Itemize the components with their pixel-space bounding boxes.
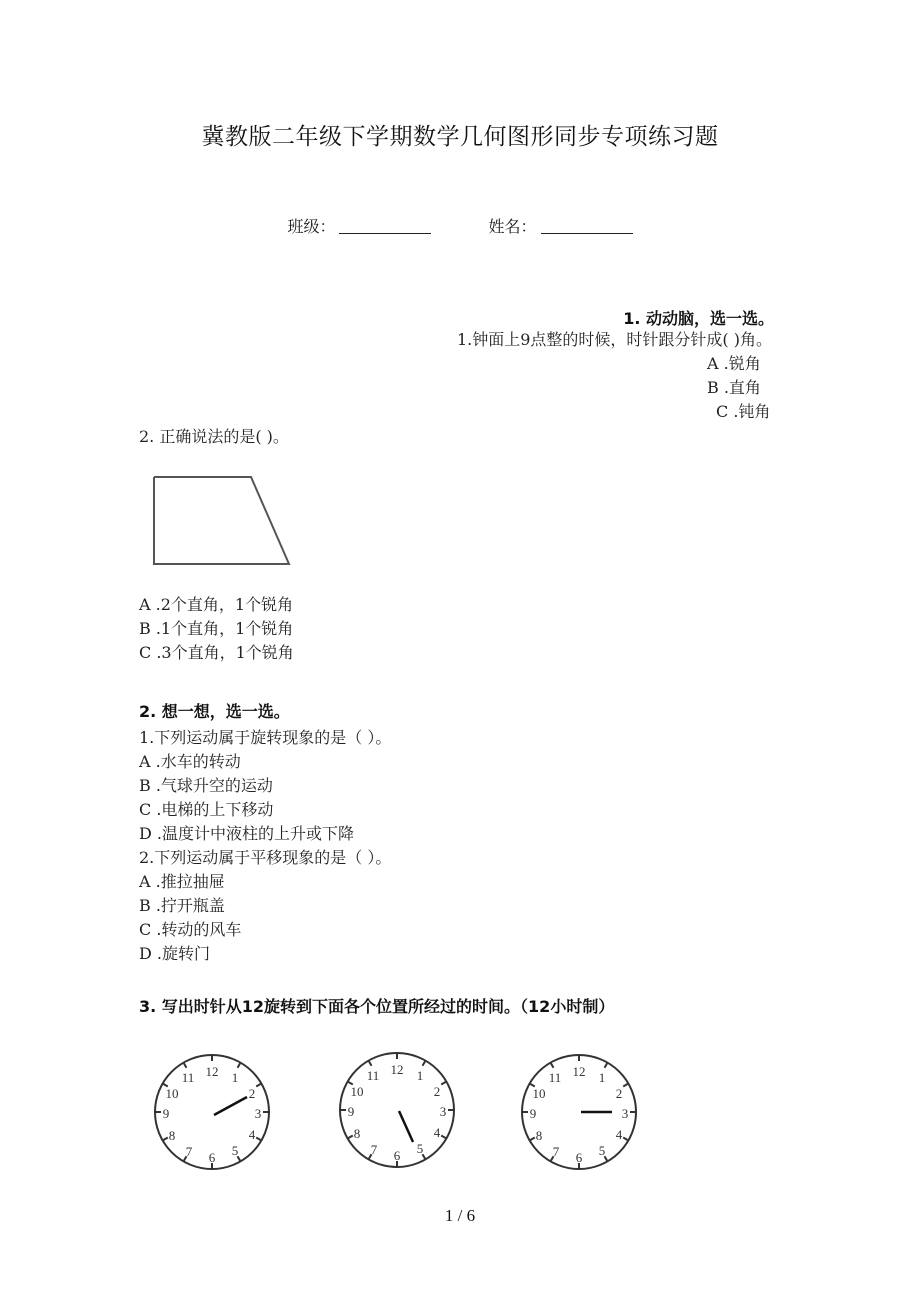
svg-text:11: 11 [181,1070,195,1085]
clock-face-icon [519,1052,639,1172]
class-label: 班级： [287,217,336,236]
svg-text:3: 3 [254,1106,262,1121]
svg-text:7: 7 [185,1144,193,1159]
section1-q2-option-b: B .1个直角，1个锐角 [139,619,294,638]
section2-q2-option-a: A .推拉抽屉 [139,872,225,891]
section1-q2-option-c: C .3个直角，1个锐角 [139,643,294,662]
svg-text:8: 8 [535,1128,543,1143]
svg-text:1: 1 [598,1070,606,1085]
section1-q1-option-a: A .锐角 [707,354,761,373]
svg-text:5: 5 [598,1143,606,1158]
section2-q2-option-b: B .拧开瓶盖 [139,896,225,915]
clock-face-icon [152,1052,272,1172]
svg-text:4: 4 [615,1127,623,1142]
svg-text:12: 12 [572,1064,586,1079]
svg-text:10: 10 [532,1086,546,1101]
section2-q1-option-a: A .水车的转动 [139,752,241,771]
svg-text:6: 6 [393,1148,401,1163]
clock-face-icon [337,1050,457,1170]
section2-q2-text: 2.下列运动属于平移现象的是（ ）。 [139,848,392,867]
section1-q1-option-b: B .直角 [707,378,761,397]
class-field[interactable] [287,214,431,237]
svg-text:9: 9 [162,1106,170,1121]
section2-q2-option-c: C .转动的风车 [139,920,242,939]
trapezoid-figure [150,473,310,573]
svg-text:2: 2 [615,1086,623,1101]
svg-text:6: 6 [208,1150,216,1165]
name-label: 姓名： [488,217,537,236]
student-info-row [0,214,920,237]
section1-heading: 1. 动动脑，选一选。 [623,309,774,328]
section2-q1-option-d: D .温度计中液柱的上升或下降 [139,824,355,843]
svg-text:1: 1 [231,1070,239,1085]
svg-text:4: 4 [248,1127,256,1142]
svg-text:12: 12 [205,1064,219,1079]
page-number: 1 / 6 [444,1206,476,1225]
section2-q1-text: 1.下列运动属于旋转现象的是（ ）。 [139,728,392,747]
section1-q1-text: 1.钟面上9点整的时候，时针跟分针成( )角。 [456,330,772,349]
svg-text:5: 5 [416,1141,424,1156]
svg-text:10: 10 [165,1086,179,1101]
svg-text:3: 3 [621,1106,629,1121]
svg-text:1: 1 [416,1068,424,1083]
svg-text:7: 7 [552,1144,560,1159]
class-blank[interactable] [339,217,431,234]
svg-text:2: 2 [433,1084,441,1099]
svg-text:12: 12 [390,1062,404,1077]
svg-text:10: 10 [350,1084,364,1099]
svg-text:2: 2 [248,1086,256,1101]
section1-q2-text: 2. 正确说法的是( )。 [139,427,289,446]
section1-q1-option-c: C .钝角 [716,402,771,421]
section2-q2-option-d: D .旋转门 [139,944,211,963]
svg-text:5: 5 [231,1143,239,1158]
svg-text:9: 9 [347,1104,355,1119]
svg-text:9: 9 [529,1106,537,1121]
section1-q2-option-a: A .2个直角，1个锐角 [139,595,294,614]
clock-2 [337,1050,457,1174]
page-title: 冀教版二年级下学期数学几何图形同步专项练习题 [201,124,719,150]
name-field[interactable] [489,214,633,237]
svg-text:7: 7 [370,1142,378,1157]
svg-text:6: 6 [575,1150,583,1165]
name-blank[interactable] [541,217,633,234]
section2-q1-option-c: C .电梯的上下移动 [139,800,274,819]
section2-heading: 2. 想一想，选一选。 [139,702,290,721]
svg-text:8: 8 [168,1128,176,1143]
svg-text:4: 4 [433,1125,441,1140]
clock-3 [519,1052,639,1176]
section2-q1-option-b: B .气球升空的运动 [139,776,273,795]
clock-1 [152,1052,272,1176]
svg-text:3: 3 [439,1104,447,1119]
section3-heading: 3. 写出时针从12旋转到下面各个位置所经过的时间。（12小时制） [139,997,615,1016]
svg-text:8: 8 [353,1126,361,1141]
svg-text:11: 11 [548,1070,562,1085]
svg-text:11: 11 [366,1068,380,1083]
